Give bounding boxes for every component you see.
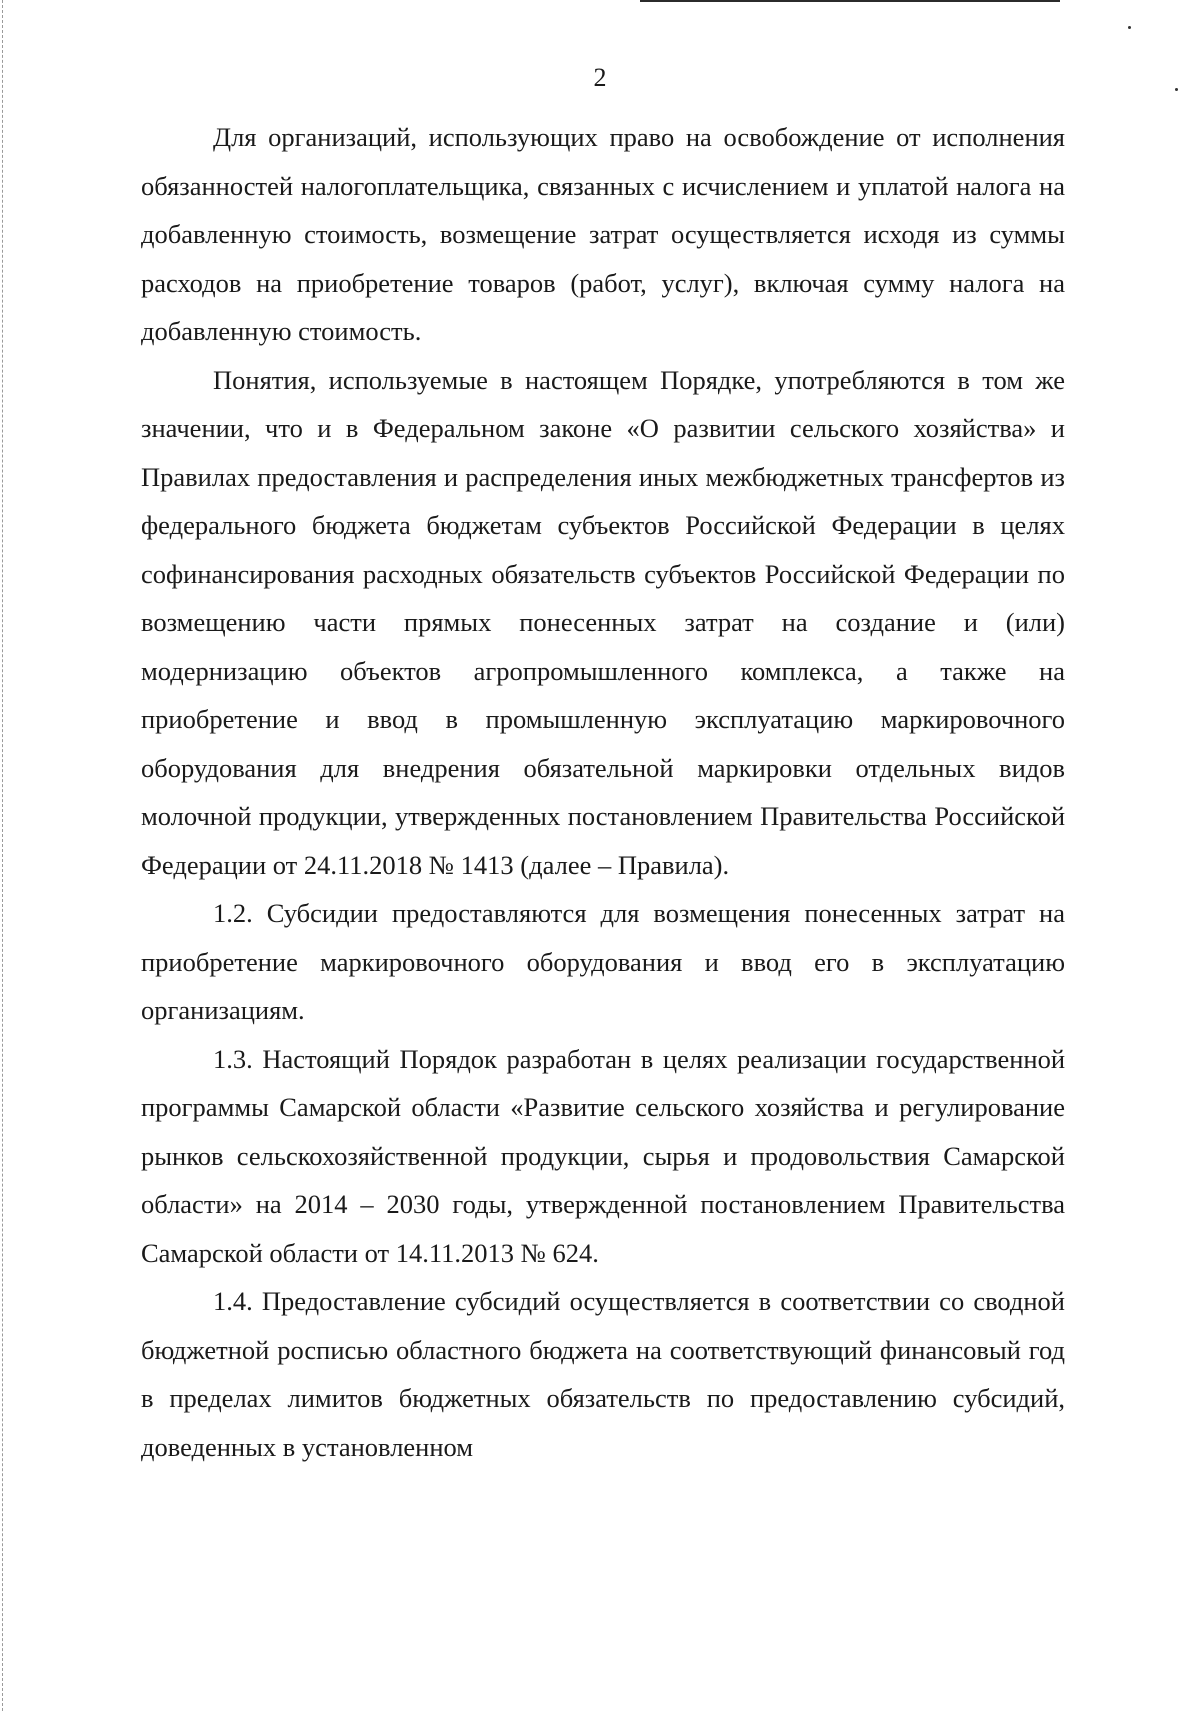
page-number: 2 xyxy=(593,63,607,92)
paragraph-definitions: Понятия, используемые в настоящем Порядке, употребляются в том же значении, что и в Федеральном законе «О развитии сельского хозяйства» и Правилах предоставления и распределения иных межбюджетных трансфертов из федерального бюджета бюджетам субъектов Российской Федерации в целях софинансирования расходных обязательств субъектов Российской Федерации по возмещению части прямых понесенных затрат на создание и (или) модернизацию объектов агропромышленного комплекса, а также на приобретение и ввод в промышленную эксплуатацию маркировочного оборудования для внедрения обязательной маркировки отдельных видов молочной продукции, утвержденных постановлением Правительства Российской Федерации от 24.11.2018 № 1413 (далее – Правила). xyxy=(141,364,1065,880)
scan-border-top xyxy=(640,0,1060,2)
paragraph-1-2: 1.2. Субсидии предоставляются для возмещения понесенных затрат на приобретение маркировочного оборудования и ввод его в эксплуатацию организациям. xyxy=(141,898,1065,1025)
paragraph-vat-exemption: Для организаций, использующих право на освобождение от исполнения обязанностей налогоплательщика, связанных с исчислением и уплатой налога на добавленную стоимость, возмещение затрат осуществляется исходя из суммы расходов на приобретение товаров (работ, услуг), включая сумму налога на добавленную стоимость. xyxy=(141,122,1065,346)
scan-edge-left xyxy=(2,0,3,1711)
paragraph-1-4: 1.4. Предоставление субсидий осуществляется в соответствии со сводной бюджетной росписью областного бюджета на соответствующий финансовый год в пределах лимитов бюджетных обязательств по предоставлению субсидий, доведенных в установленном xyxy=(141,1286,1065,1462)
paragraph-1-3: 1.3. Настоящий Порядок разработан в целях реализации государственной программы Самарской области «Развитие сельского хозяйства и регулирование рынков сельскохозяйственной продукции, сырья и продовольствия Самарской области» на 2014 – 2030 годы, утвержденной постановлением Правительства Самарской области от 14.11.2013 № 624. xyxy=(141,1043,1065,1268)
scan-speck xyxy=(1128,26,1131,29)
document-body xyxy=(141,113,1065,1471)
